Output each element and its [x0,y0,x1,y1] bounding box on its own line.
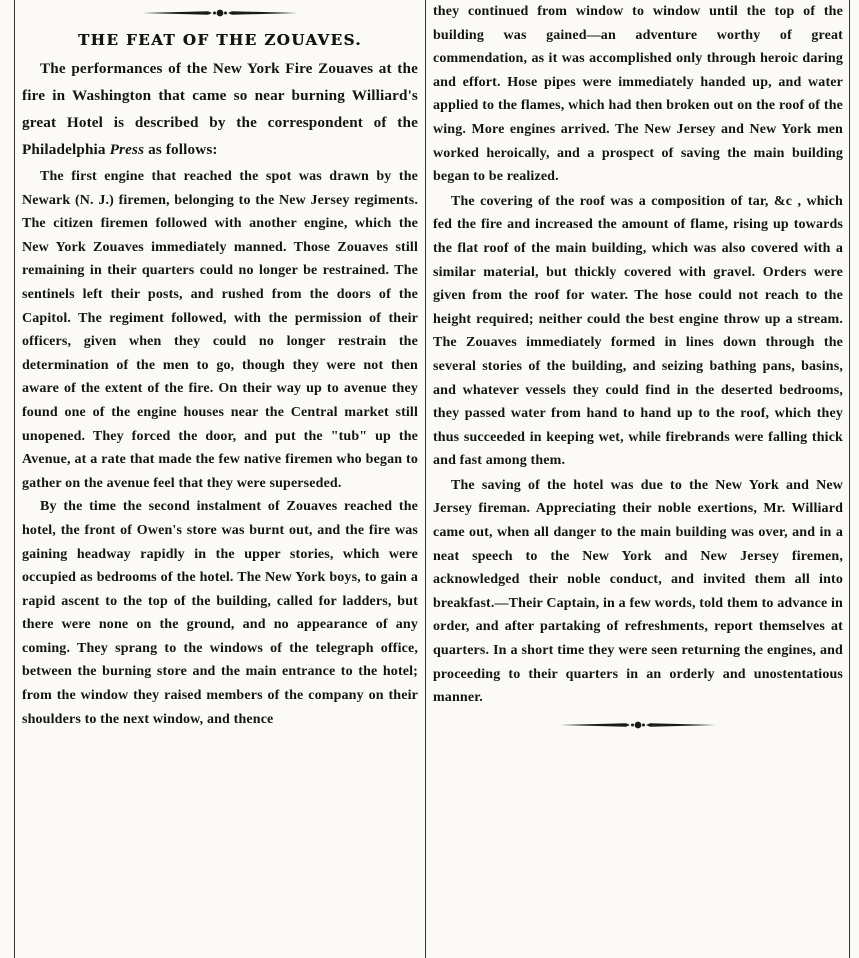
bottom-ornament-rule [433,718,843,732]
dash-ornament-icon [140,6,300,20]
column-divider-rule [425,0,426,958]
paragraph-first-engine: The first engine that reached the spot was drawn by the Newark (N. J.) firemen, belonging to the New Jersey regiments. The citizen firemen followed with another engine, which the New York Zouaves immediately manned. Those Zouaves still remaining in their quarters could no longer be restrained. The sentinels left their posts, and rushed from the doors of the Capitol. The regiment followed, with the permission of their officers, given when they could no longer restrain the determination of the men to go, though they were not then aware of the extent of the fire. On their way up to avenue they found one of the engine houses near the Central market still unopened. They forced the door, and put the "tub" up the Avenue, at a rate that made the few native firemen who began to gather on the avenue feel that they were superseded. [22,169,418,491]
right-column [431,0,845,732]
dash-ornament-icon [558,718,718,732]
lead-end-text: as follows: [144,141,218,158]
right-column-rule [849,0,850,958]
left-column-rule [14,0,15,958]
lead-paragraph [22,55,418,163]
press-italic: Press [109,141,145,158]
lead-text: The performances of the New York Fire Zouaves at the fire in Washington that came so near burning Williard's great Hotel is described by the correspondent of the Philadelphia [22,60,418,158]
paragraph-hotel-saving: The saving of the hotel was due to the New York and New Jersey fireman. Appreciating their noble exertions, Mr. Williard came out, when all danger to the main building was over, and in a neat speech to the New York and New Jersey firemen, acknowledged their noble conduct, and invited them all into breakfast.—Their Captain, in a few words, told them to advance in order, and after partaking of refreshments, report themselves at quarters. In a short time they were seen returning the engines, and proceeding to their quarters in an orderly and unostentatious manner. [433,477,843,706]
article-headline: THE FEAT OF THE ZOUAVES. [78,31,362,49]
top-ornament-rule [22,6,418,20]
paragraph-second-instalment: By the time the second instalment of Zouaves reached the hotel, the front of Owen's store was burnt out, and the fire was gaining headway rapidly in the upper stories, which were occupied as bedrooms of the hotel. The New York boys, to gain a rapid ascent to the top of the building, called for ladders, but there were none on the ground, and no appearance of any coming. They sprang to the windows of the telegraph office, between the burning store and the main entrance to the hotel; from the window they raised members of the company on their shoulders to the next window, and thence [22,499,418,727]
paragraph-continued: they continued from window to window until the top of the building was gained—an adventure worthy of great commendation, as it was accomplished only through heroic daring and effort. Hose pipes were immediately handed up, and water applied to the flames, which had then broken out on the roof of the wing. More engines arrived. The New Jersey and New York men worked heroically, and a prospect of saving the main building began to be realized. [433,4,843,185]
left-column [18,0,422,731]
paragraph-roof-covering: The covering of the roof was a composition of tar, &c , which fed the fire and increased the amount of flame, rising up towards the flat roof of the main building, which was also covered with a similar material, but thickly covered with gravel. Orders were given from the roof for water. The hose could not reach to the height required; neither could the best engine throw up a stream. The Zouaves immediately formed in lines down through the several stories of the building, and seizing bathing pans, basins, and whatever vessels they could find in the deserted bedrooms, they passed water from hand to hand up to the roof, which they thus succeeded in keeping wet, while firebrands were falling thick and fast among them. [433,193,843,469]
